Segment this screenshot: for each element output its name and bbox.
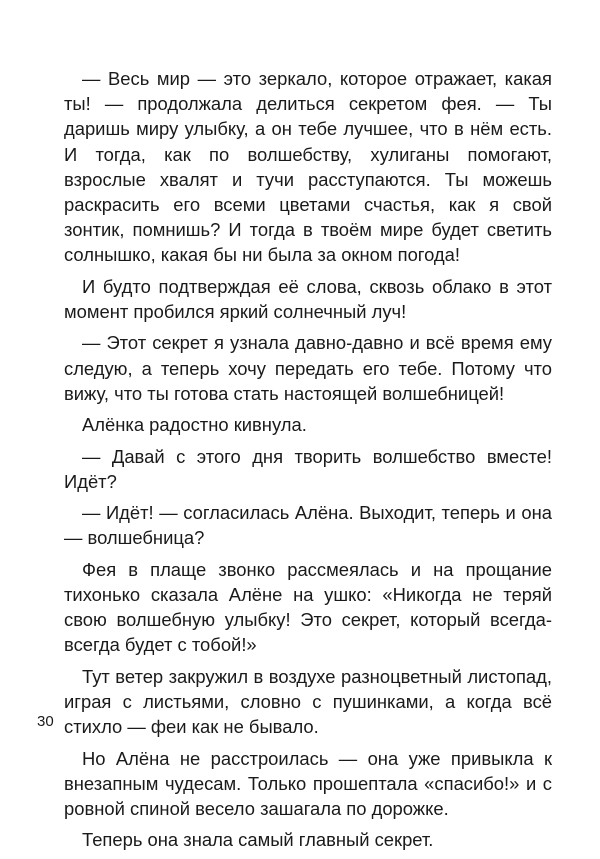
paragraph-7: Фея в плаще звонко рассмеялась и на прощание тихонько сказала Алёне на ушко: «Никогда не теряй свою волшебную улыбку! Это секрет, который всегда-всегда будет с тобой!» [64,558,552,656]
story-text [64,66,552,859]
paragraph-10: Теперь она знала самый главный секрет. [82,829,434,851]
paragraph-2: И будто подтверждая её слова, сквозь облако в этот момент пробился яркий солнечный луч! [64,275,552,323]
paragraph-1: — Весь мир — это зеркало, которое отражает, какая ты! — продолжала делиться секретом фея. — Ты даришь миру улыбку, а он тебе лучшее, что в нём есть. И тогда, как по волшебству, хулиганы помогают, взрослые хвалят и тучи расступаются. Ты можешь раскрасить его всеми цветами счастья, как я свой зонтик, помнишь? И тогда в твоём мире будет светить солнышко, какая бы ни была за окном погода! [64,68,552,266]
page-number: 30 [37,713,54,730]
paragraph-8: Тут ветер закружил в воздухе разноцветный листопад, играя с листьями, словно с пушинками, а когда всё стихло — феи как не бывало. [64,665,552,738]
paragraph-6: — Идёт! — согласилась Алёна. Выходит, теперь и она — волшебница? [64,502,552,549]
paragraph-5: — Давай с этого дня творить волшебство вместе! Идёт? [64,445,552,492]
paragraph-4: Алёнка радостно кивнула. [82,414,307,436]
paragraph-9: Но Алёна не расстроилась — она уже привыкла к внезапным чудесам. Только прошептала «спасибо!» и с ровной спиной весело зашагала по дорожке. [64,747,552,819]
paragraph-3: — Этот секрет я узнала давно-давно и всё время ему следую, а теперь хочу передать его тебе. Потому что вижу, что ты готова стать настоящей волшебницей! [64,332,552,404]
